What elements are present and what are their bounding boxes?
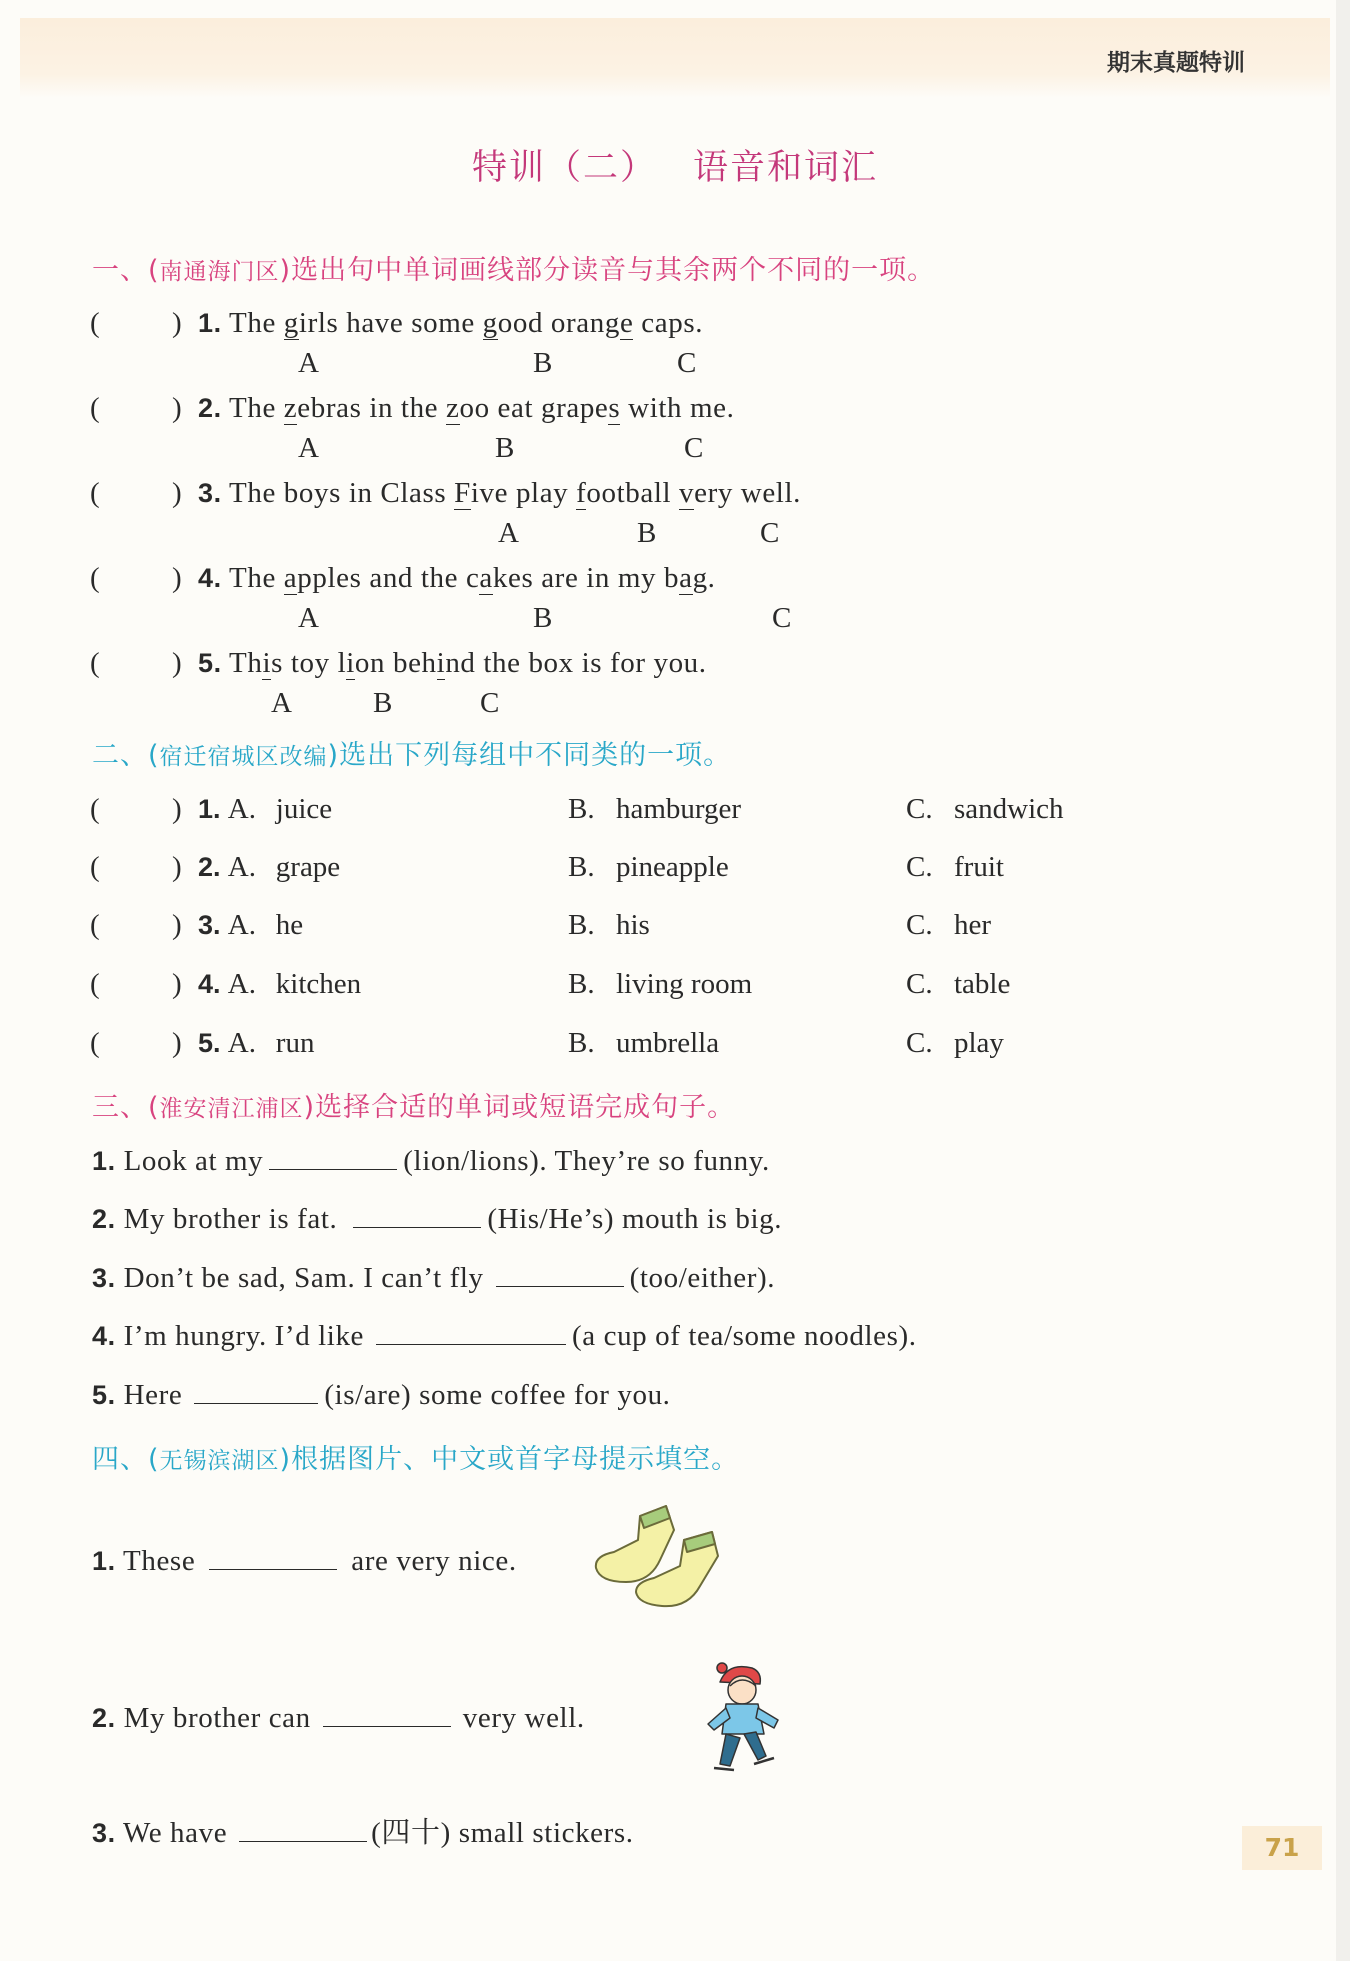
s2-question-1: ( ) 1. A. juice B. hamburger C. sandwich [90, 793, 1064, 825]
answer-blank[interactable] [269, 1145, 397, 1170]
s2-question-3: ( ) 3. A. he B. his C. her [90, 909, 992, 941]
answer-blank[interactable] [209, 1545, 337, 1570]
socks-picture [588, 1500, 728, 1625]
s1-options-2: A B C [298, 432, 704, 464]
answer-blank[interactable] [323, 1702, 451, 1727]
skating-boy-picture [700, 1660, 790, 1785]
answer-blank[interactable] [376, 1320, 566, 1345]
s3-question-2: 2. My brother is fat. (His/He’s) mouth is big. [92, 1203, 783, 1235]
s2-question-2: ( ) 2. A. grape B. pineapple C. fruit [90, 851, 1004, 883]
section1-heading: 一、(南通海门区)选出句中单词画线部分读音与其余两个不同的一项。 [92, 255, 936, 286]
answer-blank[interactable] [353, 1203, 481, 1228]
answer-blank[interactable] [194, 1379, 318, 1404]
page-title: 特训（二） 语音和词汇 [471, 148, 879, 188]
page-number: 71 [1242, 1826, 1322, 1870]
s1-options-3: A B C [498, 517, 780, 549]
header-label: 期末真题特训 [1107, 50, 1245, 76]
trousers [720, 1734, 740, 1766]
page-edge [1336, 0, 1350, 1961]
s3-question-1: 1. Look at my (lion/lions). They’re so funny. [92, 1145, 770, 1177]
s4-question-3: 3. We have (四十) small stickers. [92, 1817, 634, 1849]
s4-question-1: 1. These are very nice. [92, 1545, 517, 1577]
s4-question-2: 2. My brother can very well. [92, 1702, 585, 1734]
s3-question-4: 4. I’m hungry. I’d like (a cup of tea/some noodles). [92, 1320, 917, 1352]
s2-question-5: ( ) 5. A. run B. umbrella C. play [90, 1027, 1004, 1059]
answer-blank[interactable] [239, 1817, 367, 1842]
s3-question-5: 5. Here (is/are) some coffee for you. [92, 1379, 671, 1411]
sock-left [596, 1506, 674, 1582]
section3-heading: 三、(淮安清江浦区)选择合适的单词或短语完成句子。 [92, 1092, 736, 1123]
s1-options-4: A B C [298, 602, 792, 634]
section4-heading: 四、(无锡滨湖区)根据图片、中文或首字母提示填空。 [92, 1444, 740, 1475]
s1-options-5: A B C [271, 687, 500, 719]
s1-options-1: A B C [298, 347, 697, 379]
section2-heading: 二、(宿迁宿城区改编)选出下列每组中不同类的一项。 [92, 740, 732, 771]
s2-question-4: ( ) 4. A. kitchen B. living room C. table [90, 968, 1011, 1000]
s3-question-3: 3. Don’t be sad, Sam. I can’t fly (too/either). [92, 1262, 776, 1294]
answer-blank[interactable] [496, 1262, 624, 1287]
